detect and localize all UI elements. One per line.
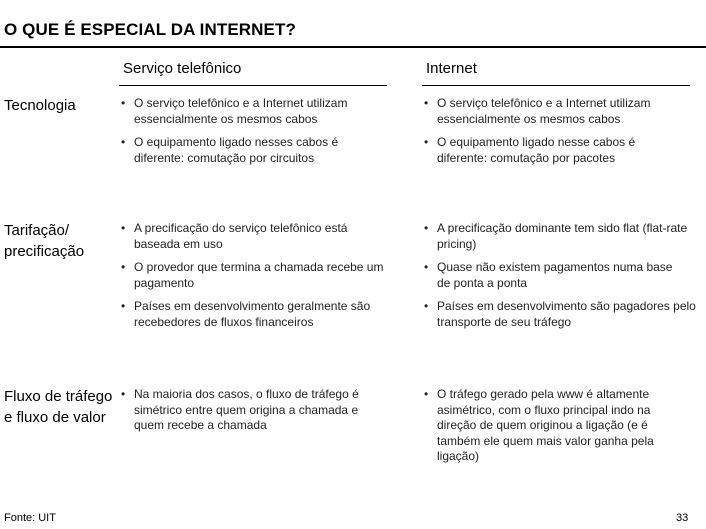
bullet-tarifacao-telefone-1 <box>121 221 379 252</box>
bullet-text: A precificação dominante tem sido flat (flat-rate pricing) <box>437 221 688 251</box>
bullet-tarifacao-internet-2 <box>424 260 682 291</box>
bullet-text: Países em desenvolvimento são pagadores pelo transporte de seu tráfego <box>437 299 696 329</box>
title-divider <box>0 46 706 48</box>
bullet-tarifacao-internet-1 <box>424 221 692 252</box>
bullet-icon: • <box>424 221 429 235</box>
bullet-icon: • <box>121 221 126 235</box>
bullet-icon: • <box>121 260 126 274</box>
bullet-text: Quase não existem pagamentos numa base de ponta a ponta <box>437 260 673 290</box>
page-number: 33 <box>676 512 689 524</box>
row-label-tarifacao: Tarifação/ precificação <box>4 222 85 260</box>
column-rule-internet <box>422 85 690 86</box>
bullet-tarifacao-telefone-3 <box>121 299 396 330</box>
bullet-tarifacao-telefone-2 <box>121 260 389 291</box>
bullet-tecnologia-telefone-2 <box>121 135 379 166</box>
column-rule-telefone <box>119 85 387 86</box>
bullet-fluxo-telefone-1 <box>121 387 384 434</box>
bullet-icon: • <box>121 299 126 313</box>
bullet-text: O provedor que termina a chamada recebe um pagamento <box>134 260 384 290</box>
bullet-text: O serviço telefônico e a Internet utilizam essencialmente os mesmos cabos <box>437 96 651 126</box>
bullet-text: O equipamento ligado nesses cabos é diferente: comutação por circuitos <box>134 135 339 165</box>
bullet-text: Países em desenvolvimento geralmente são recebedores de fluxos financeiros <box>134 299 371 329</box>
bullet-icon: • <box>424 260 429 274</box>
bullet-icon: • <box>424 387 429 401</box>
bullet-tecnologia-internet-2 <box>424 135 682 166</box>
bullet-tarifacao-internet-3 <box>424 299 699 330</box>
bullet-icon: • <box>121 96 126 110</box>
bullet-tecnologia-telefone-1 <box>121 96 379 127</box>
row-label-tecnologia: Tecnologia <box>4 97 76 114</box>
bullet-tecnologia-internet-1 <box>424 96 682 127</box>
bullet-icon: • <box>424 135 429 149</box>
source-note: Fonte: UIT <box>4 512 56 524</box>
column-header-internet: Internet <box>426 60 477 77</box>
bullet-text: O equipamento ligado nesse cabos é diferente: comutação por pacotes <box>437 135 636 165</box>
bullet-text: O serviço telefônico e a Internet utilizam essencialmente os mesmos cabos <box>134 96 348 126</box>
bullet-text: O tráfego gerado pela www é altamente asimétrico, com o fluxo principal indo na direção de quem originou a ligação (e é também ele quem mais valor ganha pela ligação) <box>437 387 654 463</box>
bullet-icon: • <box>121 387 126 401</box>
bullet-text: Na maioria dos casos, o fluxo de tráfego é simétrico entre quem origina a chamada e quem recebe a chamada <box>134 387 359 432</box>
bullet-icon: • <box>424 299 429 313</box>
bullet-icon: • <box>121 135 126 149</box>
column-header-telefone: Serviço telefônico <box>123 60 242 77</box>
bullet-fluxo-internet-1 <box>424 387 682 465</box>
bullet-icon: • <box>424 96 429 110</box>
row-label-fluxo: Fluxo de tráfego e fluxo de valor <box>4 388 113 426</box>
page-title: O QUE É ESPECIAL DA INTERNET? <box>4 20 296 39</box>
bullet-text: A precificação do serviço telefônico está baseada em uso <box>134 221 348 251</box>
